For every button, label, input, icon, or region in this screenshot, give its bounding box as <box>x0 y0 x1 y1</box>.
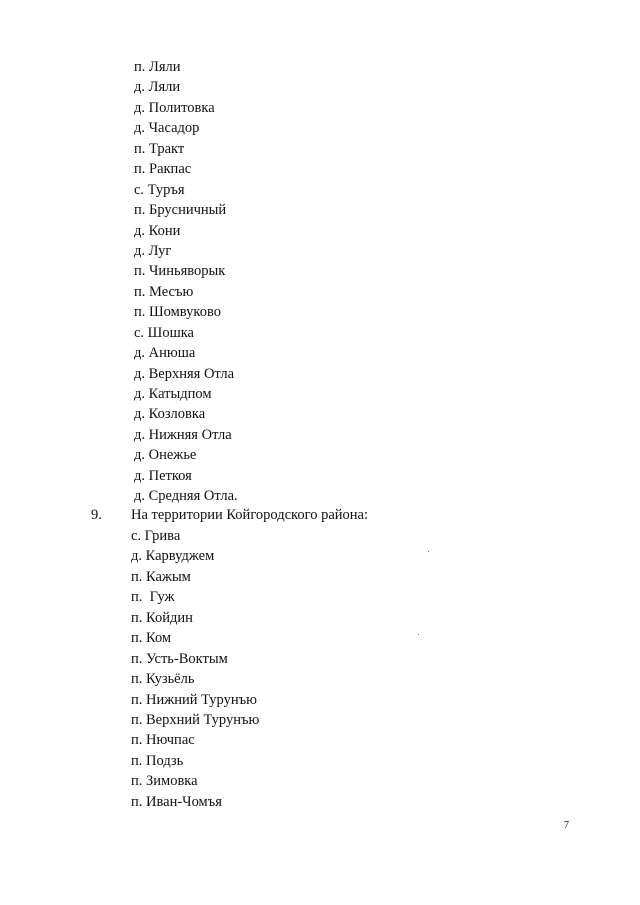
list-item: п. Подзь <box>131 752 184 769</box>
list-item: д. Луг <box>134 242 172 259</box>
section-number: 9. <box>91 507 102 523</box>
list-item: п. Ком <box>131 630 172 647</box>
list-item: д. Петкоя <box>134 467 192 484</box>
list-item: п. Верхний Турунъю <box>131 711 260 728</box>
list-item: п. Зимовка <box>131 773 198 790</box>
page-number: 7 <box>564 820 569 831</box>
list-item: п. Иван-Чомъя <box>131 793 222 810</box>
list-item: п. Ляли <box>134 59 181 75</box>
section-title: На территории Койгородского района: <box>131 507 368 523</box>
list-item: п. Нючпас <box>131 732 195 749</box>
settlement-list-koygorodsky <box>0 526 640 812</box>
list-item: д. Онежье <box>134 447 197 464</box>
list-item: д. Кони <box>134 222 181 239</box>
list-item: п. Кажым <box>131 568 191 585</box>
list-item: д. Нижняя Отла <box>134 426 232 443</box>
list-item: д. Средняя Отла. <box>134 488 238 505</box>
list-item: п. Шомвуково <box>134 304 221 321</box>
list-item: д. Часадор <box>134 120 200 137</box>
list-item: п. Койдин <box>131 609 193 626</box>
list-item: д. Верхняя Отла <box>134 365 235 382</box>
list-item: с. Шошка <box>134 324 194 341</box>
list-item: д. Ляли <box>134 79 181 96</box>
list-item: п. Нижний Турунъю <box>131 691 257 708</box>
list-item: п. Тракт <box>134 140 185 157</box>
list-item: п. Усть-Воктым <box>131 650 228 667</box>
list-item: п. Чиньяворык <box>134 263 226 280</box>
list-item: д. Анюша <box>134 345 196 362</box>
list-item: п. Кузьёль <box>131 671 195 688</box>
settlement-list <box>0 57 640 507</box>
list-item: с. Туръя <box>134 181 185 198</box>
list-item: д. Политовка <box>134 99 215 116</box>
list-item: с. Грива <box>131 528 181 544</box>
list-item: д. Карвуджем <box>131 548 215 565</box>
list-item: п. Ракпас <box>134 161 192 178</box>
list-item: п. Гуж <box>131 589 175 606</box>
list-item: п. Брусничный <box>134 202 227 219</box>
list-item: д. Катыдпом <box>134 386 212 402</box>
list-item: п. Месъю <box>134 283 194 300</box>
scan-speck <box>428 551 429 552</box>
scan-speck <box>418 634 419 635</box>
section-heading <box>0 505 640 526</box>
list-item: д. Козловка <box>134 406 206 423</box>
